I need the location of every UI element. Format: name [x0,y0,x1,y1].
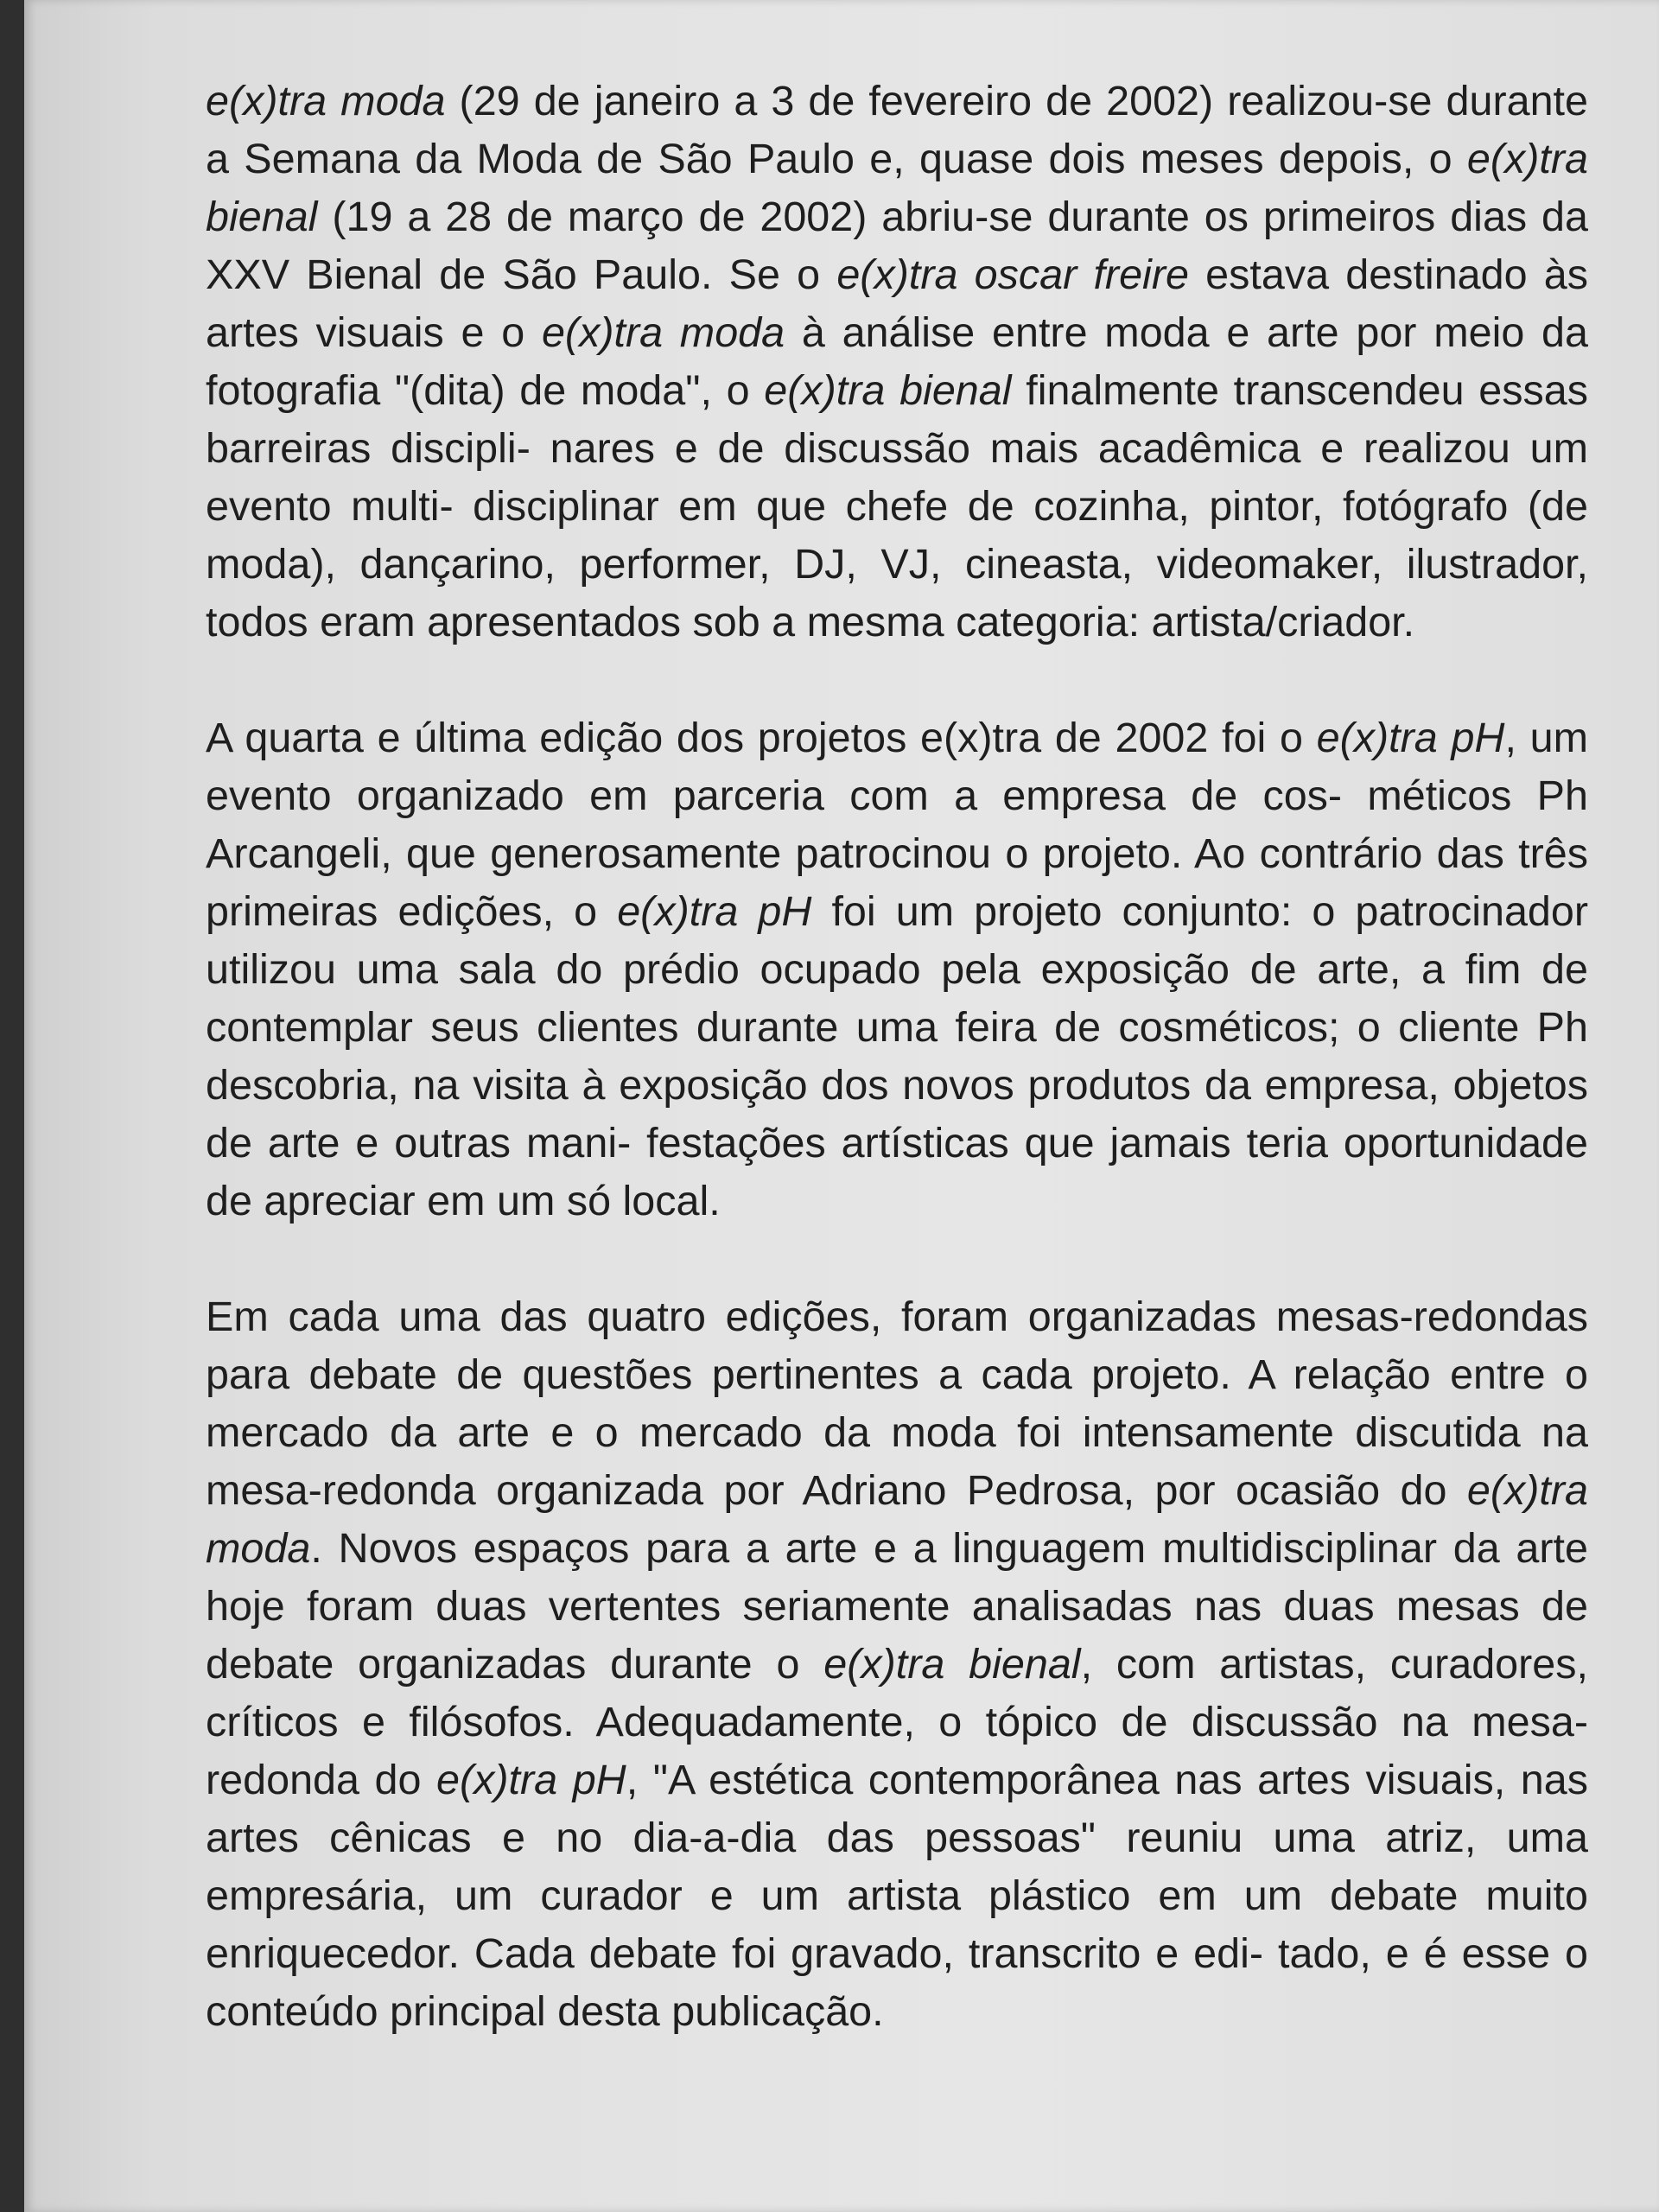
italic-title: e(x)tra bienal [823,1641,1081,1688]
text-run: , com artistas, curadores, críticos e filósofos. Adequadamente, o tópico de discussão na mesa-redonda do [206,1641,1588,1803]
text-run: , "A estética contemporânea nas artes visuais, nas artes cênicas e no dia-a-dia das pessoas" reuniu uma atriz, uma empresária, um curador e um artista plástico em um debate muito enriquecedor. Cada debate foi gravado, transcrito e edi- tado, e é esse o conteúdo principal desta publicação. [206,1757,1588,2035]
italic-title: e(x)tra pH [436,1757,626,1803]
paragraph-3 [206,1288,1588,2041]
document-page [24,0,1659,2212]
text-run: , um evento organizado em parceria com a empresa de cos- méticos Ph Arcangeli, que generosamente patrocinou o projeto. Ao contrário das três primeiras edições, o [206,715,1588,935]
italic-title: e(x)tra moda [206,78,446,124]
text-run: . Novos espaços para a arte e a linguagem multidisciplinar da arte hoje foram duas vertentes seriamente analisadas nas duas mesas de debate organizadas durante o [206,1525,1588,1688]
text-run: estava destinado às artes visuais e o [206,251,1589,356]
italic-title: e(x)tra moda [541,309,785,356]
italic-title: e(x)tra pH [1316,715,1505,761]
text-run: (19 a 28 de março de 2002) abriu-se durante os primeiros dias da XXV Bienal de São Paulo. Se o [206,194,1588,298]
paragraph-2 [206,709,1588,1230]
text-run: (29 de janeiro a 3 de fevereiro de 2002) realizou-se durante a Semana da Moda de São Paulo e, quase dois meses depois, o [206,78,1588,182]
paragraph-1 [206,73,1588,652]
text-run: foi um projeto conjunto: o patrocinador utilizou uma sala do prédio ocupado pela exposição de arte, a fim de contemplar seus clientes durante uma feira de cosméticos; o cliente Ph descobria, na visita à exposição dos novos produtos da empresa, objetos de arte e outras mani- festações artísticas que jamais teria oportunidade de apreciar em um só local. [206,888,1589,1224]
text-run: à análise entre moda e arte por meio da fotografia "(dita) de moda", o [206,309,1588,414]
italic-title: e(x)tra moda [206,1467,1588,1572]
text-run: finalmente transcendeu essas barreiras discipli- nares e de discussão mais acadêmica e realizou um evento multi- disciplinar em que chefe de cozinha, pintor, fotógrafo (de moda), dançarino, performer, DJ, VJ, cineasta, videomaker, ilustrador, todos eram apresentados sob a mesma categoria: artista/criador. [206,367,1588,645]
italic-title: e(x)tra pH [617,888,812,935]
text-run: A quarta e última edição dos projetos e(x)tra de 2002 foi o [206,715,1317,761]
italic-title: e(x)tra bienal [206,136,1588,240]
text-run: Em cada uma das quatro edições, foram organizadas mesas-redondas para debate de questões pertinentes a cada projeto. A relação entre o mercado da arte e o mercado da moda foi intensamente discutida na mesa-redonda organizada por Adriano Pedrosa, por ocasião do [206,1294,1588,1514]
italic-title: e(x)tra oscar freire [836,251,1189,298]
italic-title: e(x)tra bienal [764,367,1012,414]
body-text [206,73,1588,2041]
